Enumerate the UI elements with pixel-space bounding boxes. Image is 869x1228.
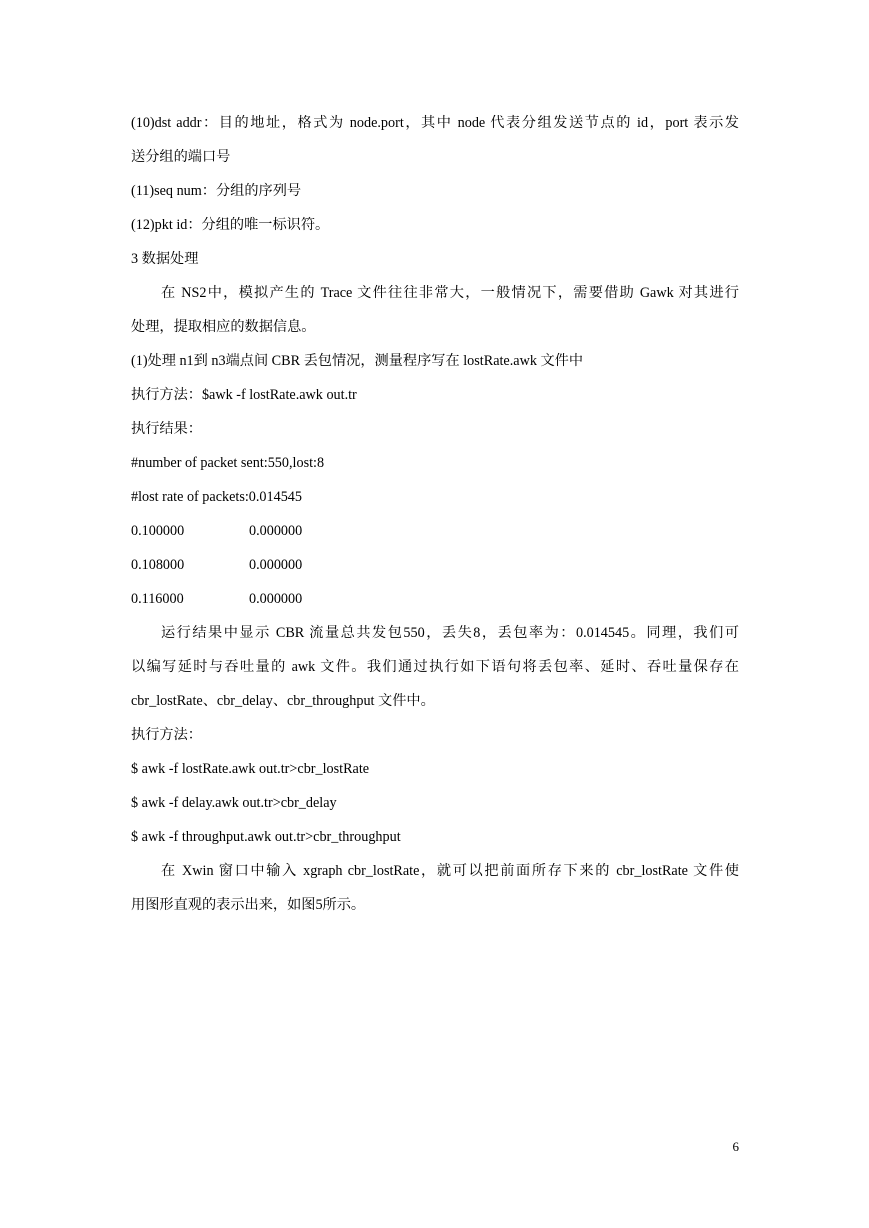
command-line: $ awk -f lostRate.awk out.tr>cbr_lostRate [131,761,370,777]
result-row [131,548,739,582]
result-cell: 0.100000 [131,523,185,539]
paragraph-line: 以编写延时与吞吐量的 awk 文件。我们通过执行如下语句将丢包率、延时、吞吐量保存在 [131,659,739,675]
paragraph-line: 在 NS2中，模拟产生的 Trace 文件往往非常大，一般情况下，需要借助 Gawk 对其进行 [161,285,739,301]
execution-method-label: 执行方法： [131,727,202,743]
execution-method: 执行方法：$awk -f lostRate.awk out.tr [131,387,357,403]
command-line: $ awk -f delay.awk out.tr>cbr_delay [131,795,337,811]
paragraph-line: 在 Xwin 窗口中输入 xgraph cbr_lostRate，就可以把前面所存下来的 cbr_lostRate 文件使 [161,863,739,879]
step-title: (1)处理 n1到 n3端点间 CBR 丢包情况，测量程序写在 lostRate.awk 文件中 [131,353,584,369]
field-description-dst-addr-continued: 送分组的端口号 [131,149,231,165]
command-line: $ awk -f throughput.awk out.tr>cbr_throughput [131,829,401,845]
result-line: #number of packet sent:550,lost:8 [131,455,325,471]
field-description-dst-addr: (10)dst addr：目的地址，格式为 node.port，其中 node 代表分组发送节点的 id，port 表示发 [131,115,739,131]
result-cell: 0.000000 [249,523,303,539]
execution-result-label: 执行结果： [131,421,202,437]
result-line: #lost rate of packets:0.014545 [131,489,302,505]
field-description-pkt-id: (12)pkt id：分组的唯一标识符。 [131,217,330,233]
page-body [131,106,739,922]
result-row [131,582,739,616]
section-heading: 3 数据处理 [131,251,199,267]
paragraph-line: 处理，提取相应的数据信息。 [131,319,316,335]
page-number: 6 [732,1139,739,1154]
result-row [131,514,739,548]
paragraph-line: cbr_lostRate、cbr_delay、cbr_throughput 文件中。 [131,693,435,709]
result-cell: 0.108000 [131,557,185,573]
result-cell: 0.116000 [131,591,184,607]
paragraph-line: 用图形直观的表示出来，如图5所示。 [131,897,366,913]
field-description-seq-num: (11)seq num：分组的序列号 [131,183,302,199]
result-cell: 0.000000 [249,557,303,573]
paragraph-line: 运行结果中显示 CBR 流量总共发包550，丢失8，丢包率为：0.014545。同理，我们可 [161,625,739,641]
result-cell: 0.000000 [249,591,303,607]
